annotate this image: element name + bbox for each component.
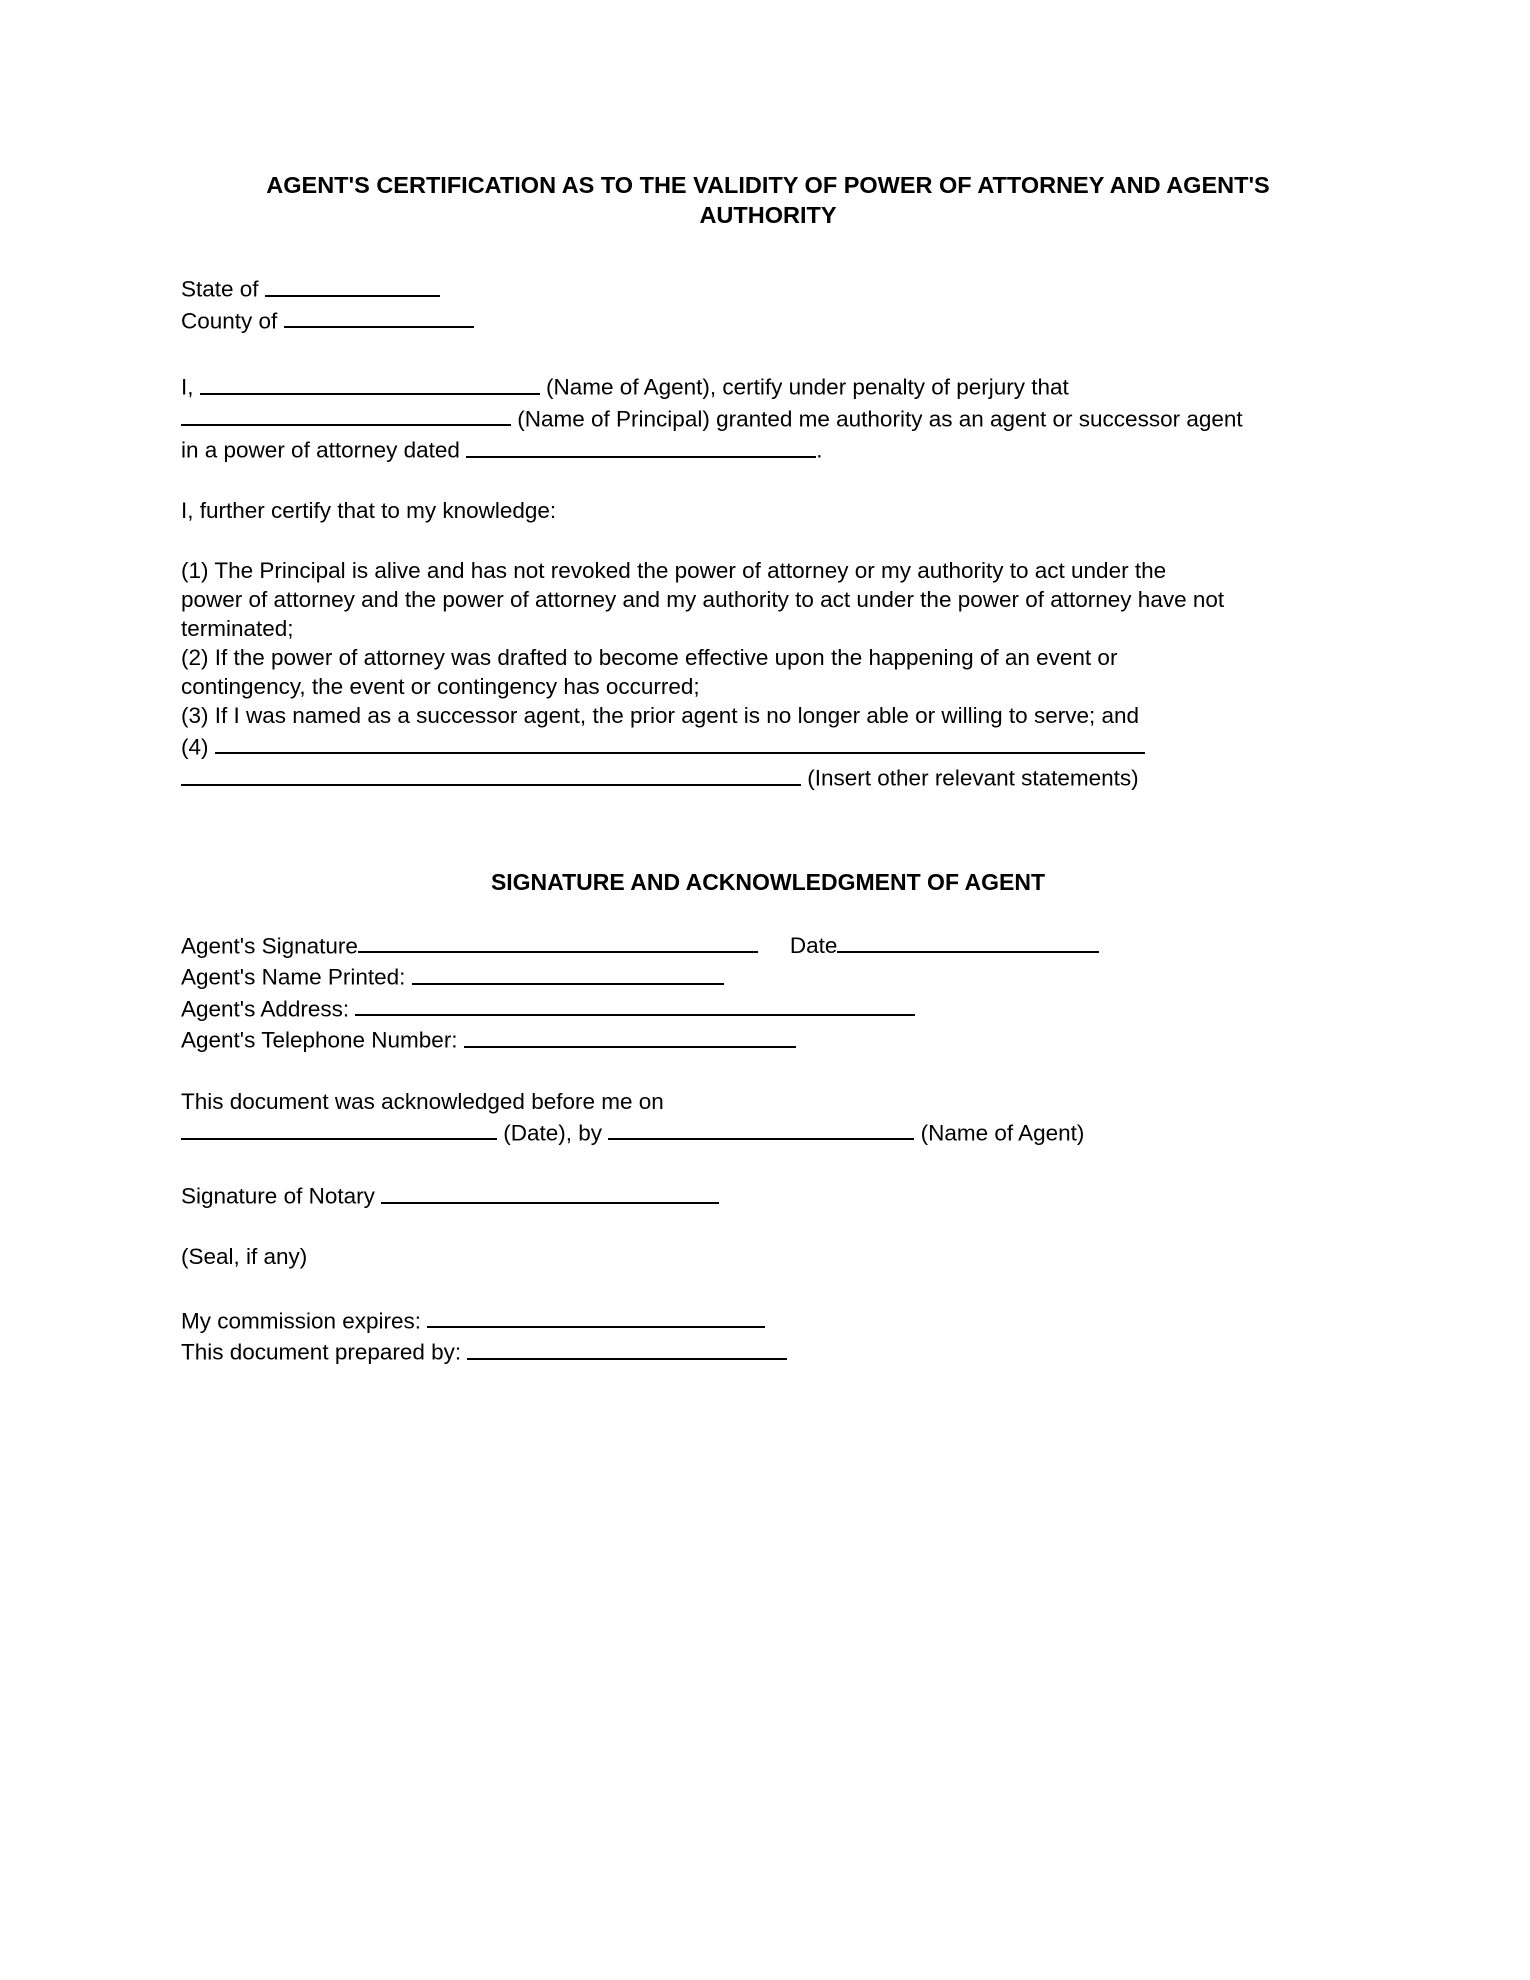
- agent-signature-block: [181, 929, 1355, 1055]
- document-title-line-1: AGENT'S CERTIFICATION AS TO THE VALIDITY OF POWER OF ATTORNEY AND AGENT'S: [266, 172, 1270, 198]
- statement-4-line-2: [181, 761, 1355, 793]
- certification-line-1-pre: I,: [181, 374, 194, 400]
- agent-name-printed-line: [181, 960, 1355, 992]
- certification-line-2-post: (Name of Principal) granted me authority as an agent or successor agent: [517, 406, 1243, 431]
- certification-line-1-post: (Name of Agent), certify under penalty of perjury that: [546, 374, 1069, 400]
- notary-signature-blank[interactable]: [381, 1179, 719, 1204]
- poa-date-blank[interactable]: [466, 433, 816, 458]
- document-title: [181, 170, 1355, 230]
- state-of-label: State of: [181, 276, 259, 302]
- agents-telephone-label: Agent's Telephone Number:: [181, 1027, 458, 1053]
- acknowledged-fill-line: [181, 1116, 1355, 1148]
- acknowledged-text-line: This document was acknowledged before me on: [181, 1088, 664, 1114]
- agent-signature-line: [181, 929, 1355, 961]
- commission-expires-line: [181, 1304, 1355, 1336]
- name-of-agent-note: (Name of Agent): [920, 1120, 1085, 1145]
- agents-name-printed-blank[interactable]: [412, 960, 724, 985]
- insert-statements-note: (Insert other relevant statements): [807, 765, 1139, 791]
- statement-4-blank-2[interactable]: [181, 761, 801, 786]
- agent-address-line: [181, 992, 1355, 1024]
- date-label: Date: [789, 933, 838, 958]
- commission-expires-label: My commission expires:: [181, 1308, 422, 1333]
- statement-1-line-2: power of attorney and the power of attorney and my authority to act under the power of attorney have not: [181, 586, 1225, 612]
- acknowledgment-date-blank[interactable]: [181, 1116, 497, 1141]
- state-blank[interactable]: [265, 272, 440, 297]
- statement-4-blank-1[interactable]: [215, 730, 1145, 755]
- date-blank[interactable]: [837, 929, 1099, 954]
- certification-line-3-pre: in a power of attorney dated: [181, 437, 460, 463]
- agents-telephone-blank[interactable]: [464, 1023, 796, 1048]
- acknowledgment-block: [181, 1087, 1355, 1148]
- seal-note: (Seal, if any): [181, 1243, 308, 1269]
- statement-3-line-1: (3) If I was named as a successor agent, the prior agent is no longer able or willing to serve; and: [181, 702, 1140, 728]
- certification-paragraph: [181, 370, 1355, 465]
- statement-1-line-1: (1) The Principal is alive and has not revoked the power of attorney or my authority to act under the: [181, 557, 1167, 583]
- county-of-line: [181, 304, 1355, 336]
- agents-signature-label: Agent's Signature: [181, 933, 358, 958]
- commission-block: [181, 1304, 1355, 1367]
- statement-4-line-1: [181, 730, 1355, 762]
- knowledge-intro: I, further certify that to my knowledge:: [181, 497, 557, 523]
- statement-4-label: (4): [181, 734, 209, 759]
- county-of-label: County of: [181, 308, 278, 333]
- date-by-note: (Date), by: [503, 1120, 603, 1145]
- jurisdiction-block: [181, 272, 1355, 335]
- document-title-line-2: AUTHORITY: [699, 202, 837, 228]
- certification-line-2: [181, 402, 1355, 434]
- commission-expires-blank[interactable]: [427, 1304, 765, 1329]
- agent-telephone-line: [181, 1023, 1355, 1055]
- statement-2-line-2: contingency, the event or contingency has occurred;: [181, 673, 700, 699]
- statement-1-line-3: terminated;: [181, 615, 294, 641]
- name-of-principal-blank[interactable]: [181, 402, 511, 427]
- county-blank[interactable]: [284, 304, 474, 329]
- certification-line-3-post: .: [816, 437, 823, 463]
- certification-line-1: [181, 370, 1355, 402]
- acknowledgment-agent-blank[interactable]: [608, 1116, 914, 1141]
- signature-section-heading: SIGNATURE AND ACKNOWLEDGMENT OF AGENT: [490, 868, 1046, 895]
- certification-line-3: [181, 433, 1355, 465]
- notary-signature-line: [181, 1179, 1355, 1211]
- agents-address-label: Agent's Address:: [181, 996, 350, 1021]
- prepared-by-blank[interactable]: [467, 1335, 787, 1360]
- agents-name-printed-label: Agent's Name Printed:: [181, 964, 406, 990]
- statement-2-line-1: (2) If the power of attorney was drafted to become effective upon the happening of an event or: [181, 644, 1118, 670]
- state-of-line: [181, 272, 1355, 304]
- signature-of-notary-label: Signature of Notary: [181, 1183, 375, 1209]
- prepared-by-label: This document prepared by:: [181, 1339, 462, 1365]
- agents-address-blank[interactable]: [355, 992, 915, 1017]
- prepared-by-line: [181, 1335, 1355, 1367]
- name-of-agent-blank[interactable]: [200, 370, 540, 395]
- statements-block: [181, 556, 1355, 793]
- agents-signature-blank[interactable]: [358, 929, 758, 954]
